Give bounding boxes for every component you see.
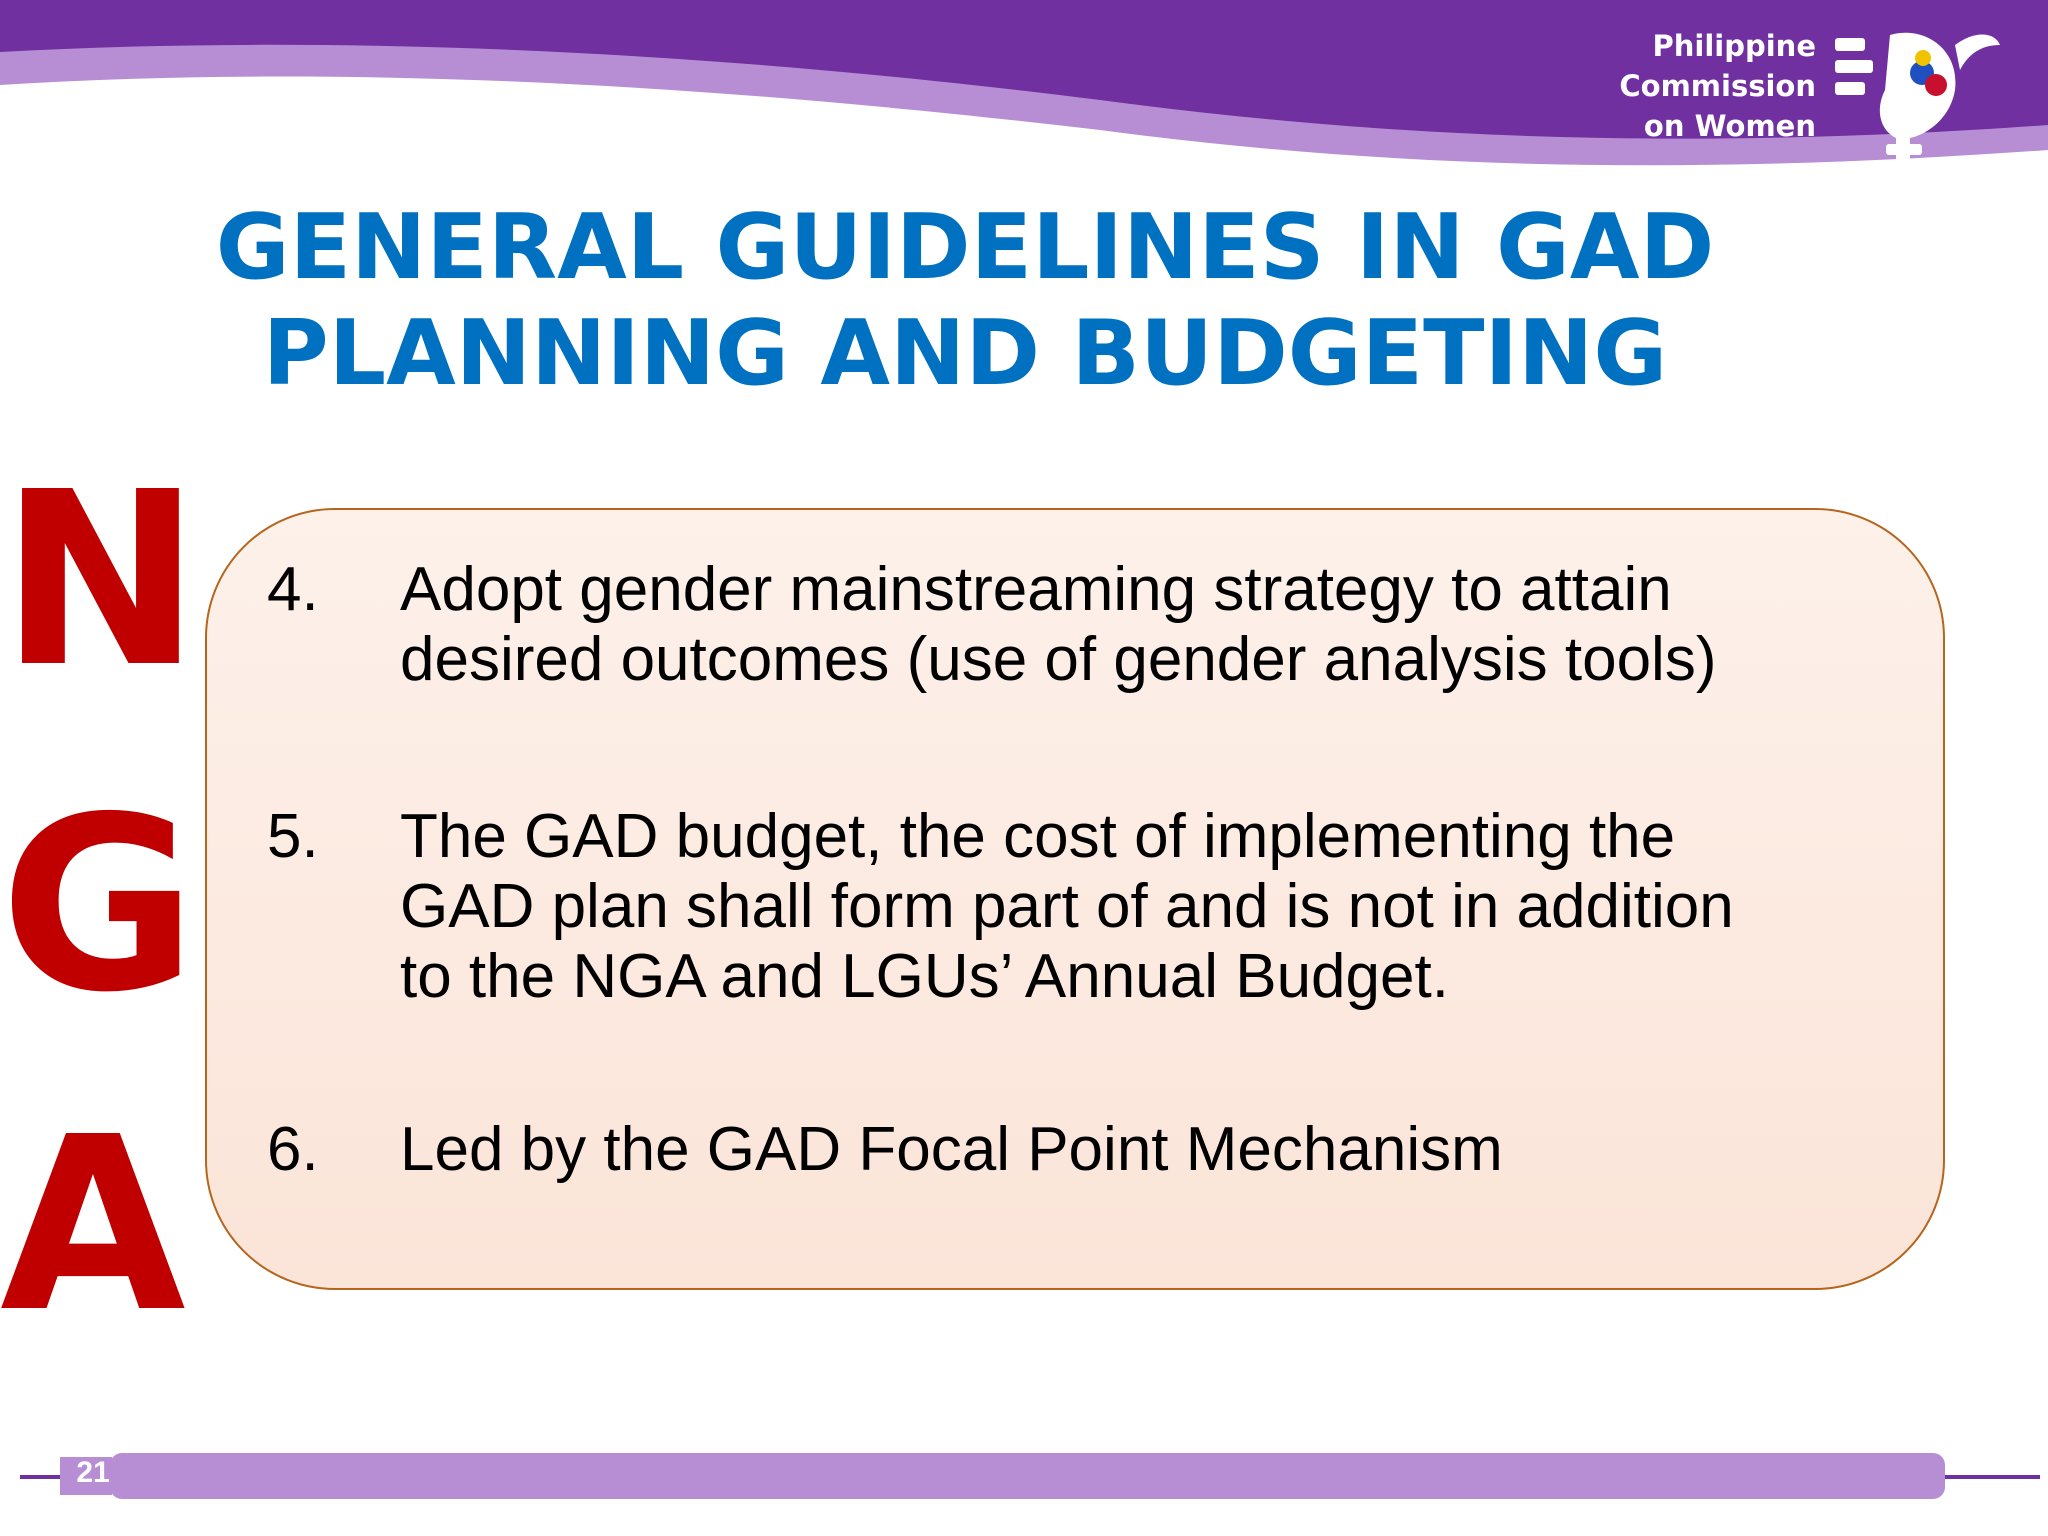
page-number: 21 [76, 1456, 110, 1489]
title-line-1: GENERAL GUIDELINES IN GAD [215, 195, 1715, 300]
org-name-line-3: on Women [1643, 109, 1816, 143]
org-name-line-1: Philippine [1652, 29, 1816, 63]
pcw-logo-icon [1830, 10, 2020, 170]
side-letter-a: A [0, 1085, 186, 1365]
guideline-text [400, 555, 1927, 695]
guideline-line: The GAD budget, the cost of implementing the [400, 802, 1676, 871]
side-letter-g: G [0, 765, 197, 1045]
guideline-line: Led by the GAD Focal Point Mechanism [400, 1115, 1503, 1184]
guideline-number: 5. [267, 802, 319, 871]
guideline-text [400, 1115, 1927, 1185]
org-name-line-2: Commission [1619, 69, 1816, 103]
guideline-item-6 [267, 1115, 1927, 1185]
guideline-text [400, 802, 1927, 1012]
page-title [140, 195, 1790, 407]
organization-name [1619, 26, 1816, 146]
guideline-line: GAD plan shall form part of and is not in addition [400, 872, 1734, 941]
side-letter-n: N [0, 440, 201, 720]
guideline-line: Adopt gender mainstreaming strategy to attain [400, 555, 1672, 624]
guideline-line: desired outcomes (use of gender analysis tools) [400, 625, 1717, 694]
guideline-number: 4. [267, 555, 319, 624]
guideline-line: to the NGA and LGUs’ Annual Budget. [400, 942, 1449, 1011]
title-line-2: PLANNING AND BUDGETING [262, 301, 1668, 406]
guidelines-box [205, 508, 1945, 1290]
guideline-item-5 [267, 802, 1927, 1012]
guideline-number: 6. [267, 1115, 319, 1184]
guideline-item-4 [267, 555, 1927, 695]
footer-bar [0, 1445, 2048, 1505]
